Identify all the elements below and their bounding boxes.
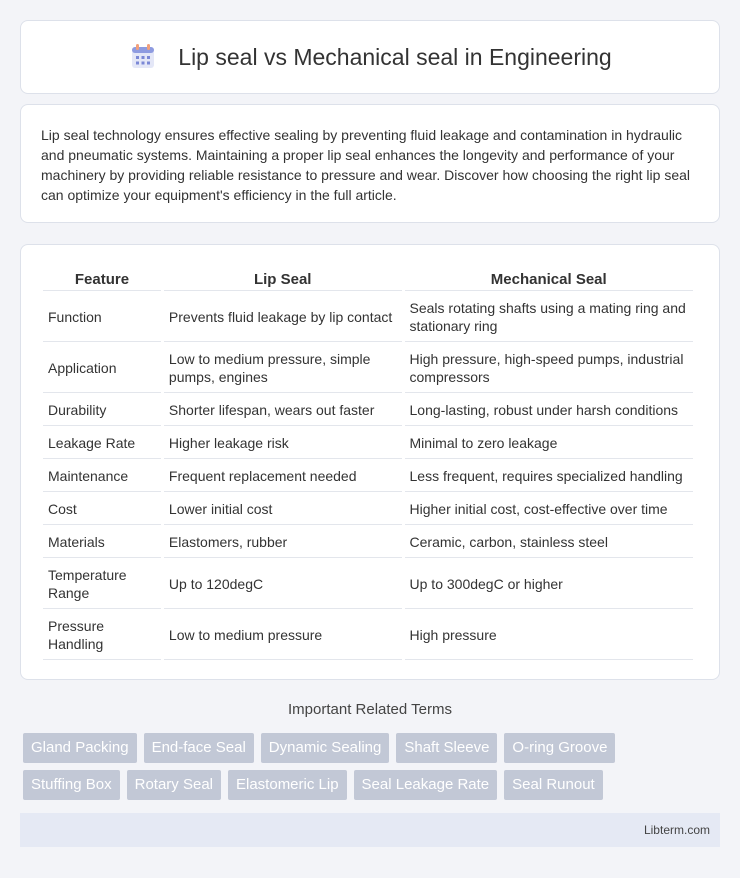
tag-row	[23, 770, 723, 800]
related-terms-title: Important Related Terms	[288, 701, 452, 718]
mechanical-seal-cell: Ceramic, carbon, stainless steel	[405, 527, 693, 558]
tag-end-face-seal[interactable]: End-face Seal	[144, 733, 254, 763]
tag-seal-runout[interactable]: Seal Runout	[504, 770, 603, 800]
footer	[20, 813, 720, 847]
feature-cell: Durability	[43, 395, 161, 426]
table-row	[43, 560, 693, 609]
table-row	[43, 428, 693, 459]
feature-cell: Temperature Range	[43, 560, 161, 609]
tag-o-ring-groove[interactable]: O-ring Groove	[504, 733, 615, 763]
mechanical-seal-cell: High pressure, high-speed pumps, industrial compressors	[405, 344, 693, 393]
table-row	[43, 395, 693, 426]
feature-cell: Function	[43, 293, 161, 342]
tag-rotary-seal[interactable]: Rotary Seal	[127, 770, 221, 800]
mechanical-seal-cell: Higher initial cost, cost-effective over time	[405, 494, 693, 525]
mechanical-seal-cell: Long-lasting, robust under harsh conditions	[405, 395, 693, 426]
feature-cell: Cost	[43, 494, 161, 525]
table-row	[43, 611, 693, 660]
feature-cell: Materials	[43, 527, 161, 558]
feature-cell: Maintenance	[43, 461, 161, 492]
tag-seal-leakage-rate[interactable]: Seal Leakage Rate	[354, 770, 498, 800]
table-row	[43, 293, 693, 342]
table-row	[43, 461, 693, 492]
lip-seal-cell: Frequent replacement needed	[164, 461, 402, 492]
lip-seal-cell: Prevents fluid leakage by lip contact	[164, 293, 402, 342]
lip-seal-cell: Low to medium pressure	[164, 611, 402, 660]
header-card	[20, 20, 720, 94]
table-row	[43, 494, 693, 525]
mechanical-seal-cell: Less frequent, requires specialized handling	[405, 461, 693, 492]
calendar-grid-icon	[128, 42, 158, 72]
lip-seal-cell: Higher leakage risk	[164, 428, 402, 459]
comparison-card	[20, 244, 720, 680]
tag-dynamic-sealing[interactable]: Dynamic Sealing	[261, 733, 390, 763]
related-terms-tags	[23, 733, 723, 807]
feature-cell: Application	[43, 344, 161, 393]
tag-shaft-sleeve[interactable]: Shaft Sleeve	[396, 733, 497, 763]
feature-cell: Leakage Rate	[43, 428, 161, 459]
header-mechanical-seal: Mechanical Seal	[405, 267, 693, 291]
mechanical-seal-cell: Minimal to zero leakage	[405, 428, 693, 459]
table-header-row	[43, 267, 693, 291]
intro-text: Lip seal technology ensures effective sealing by preventing fluid leakage and contamination in hydraulic and pneumatic systems. Maintaining a proper lip seal enhances the longevity and performance of your machinery by providing reliable resistance to pressure and wear. Discover how choosing the right lip seal can optimize your equipment's efficiency in the full article.	[41, 127, 690, 203]
lip-seal-cell: Shorter lifespan, wears out faster	[164, 395, 402, 426]
lip-seal-cell: Lower initial cost	[164, 494, 402, 525]
tag-elastomeric-lip[interactable]: Elastomeric Lip	[228, 770, 347, 800]
lip-seal-cell: Elastomers, rubber	[164, 527, 402, 558]
page-title: Lip seal vs Mechanical seal in Engineering	[178, 43, 612, 70]
footer-site-link[interactable]: Libterm.com	[643, 823, 710, 837]
comparison-table	[40, 265, 696, 662]
header-feature: Feature	[43, 267, 161, 291]
mechanical-seal-cell: Up to 300degC or higher	[405, 560, 693, 609]
lip-seal-cell: Up to 120degC	[164, 560, 402, 609]
intro-card	[20, 104, 720, 223]
tag-stuffing-box[interactable]: Stuffing Box	[23, 770, 120, 800]
tag-row	[23, 733, 723, 763]
tag-gland-packing[interactable]: Gland Packing	[23, 733, 137, 763]
table-row	[43, 344, 693, 393]
feature-cell: Pressure Handling	[43, 611, 161, 660]
mechanical-seal-cell: High pressure	[405, 611, 693, 660]
lip-seal-cell: Low to medium pressure, simple pumps, engines	[164, 344, 402, 393]
header-lip-seal: Lip Seal	[164, 267, 402, 291]
mechanical-seal-cell: Seals rotating shafts using a mating ring and stationary ring	[405, 293, 693, 342]
table-row	[43, 527, 693, 558]
